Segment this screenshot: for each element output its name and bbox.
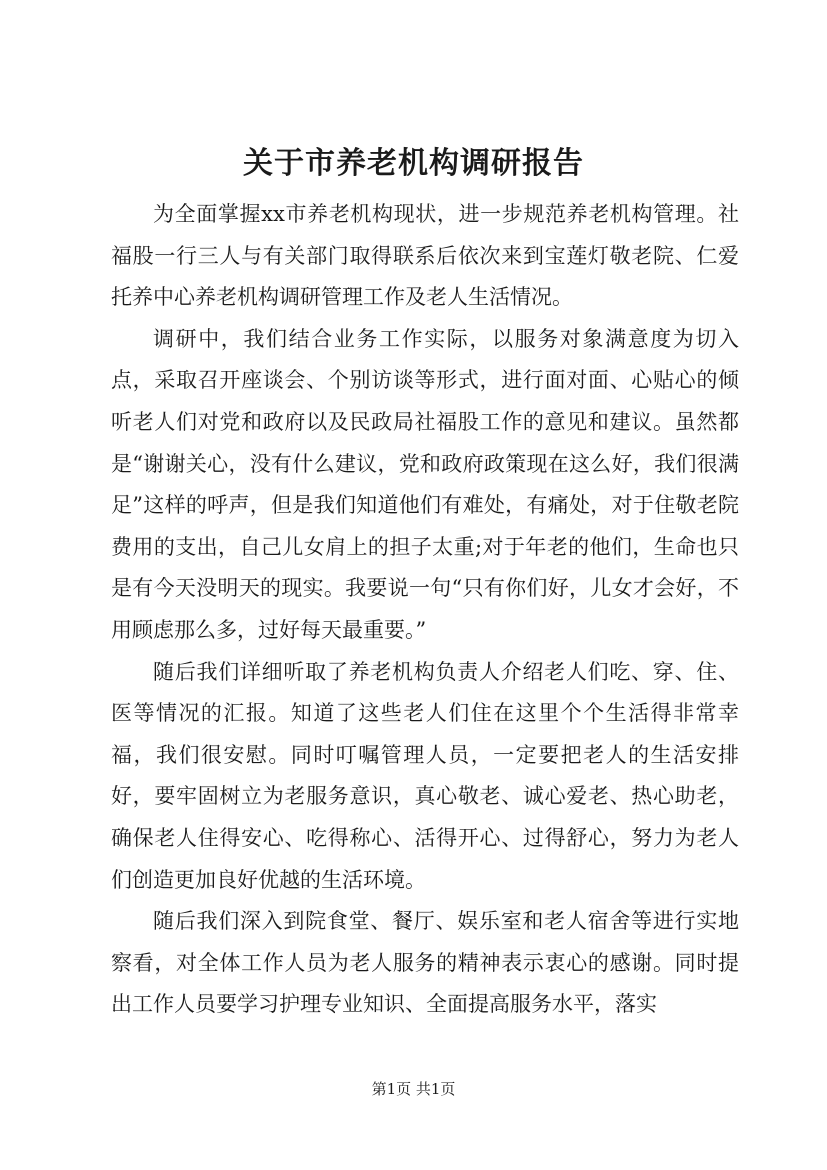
page-footer: 第1页 共1页	[371, 1080, 456, 1098]
paragraph-2: 调研中，我们结合业务工作实际，以服务对象满意度为切入点，采取召开座谈会、个别访谈等形式，进行面对面、心贴心的倾听老人们对党和政府以及民政局社福股工作的意见和建议。虽然都是“谢谢关心，没有什么建议，党和政府政策现在这么好，我们很满足”这样的呼声，但是我们知道他们有难处，有痛处，对于住敬老院费用的支出，自己儿女肩上的担子太重;对于年老的他们，生命也只是有今天没明天的现实。我要说一句“只有你们好，儿女才会好，不用顾虑那么多，过好每天最重要。”	[111, 326, 739, 642]
document-body	[111, 194, 739, 1026]
paragraph-3: 随后我们详细听取了养老机构负责人介绍老人们吃、穿、住、医等情况的汇报。知道了这些老人们住在这里个个生活得非常幸福，我们很安慰。同时叮嘱管理人员，一定要把老人的生活安排好，要牢固树立为老服务意识，真心敬老、诚心爱老、热心助老，确保老人住得安心、吃得称心、活得开心、过得舒心，努力为老人们创造更加良好优越的生活环境。	[111, 659, 739, 892]
document-title: 关于市养老机构调研报告	[243, 146, 584, 181]
paragraph-1: 为全面掌握xx市养老机构现状，进一步规范养老机构管理。社福股一行三人与有关部门取得联系后依次来到宝莲灯敬老院、仁爱托养中心养老机构调研管理工作及老人生活情况。	[111, 202, 739, 310]
paragraph-4: 随后我们深入到院食堂、餐厅、娱乐室和老人宿舍等进行实地察看，对全体工作人员为老人服务的精神表示衷心的感谢。同时提出工作人员要学习护理专业知识、全面提高服务水平，落实	[111, 909, 739, 1017]
